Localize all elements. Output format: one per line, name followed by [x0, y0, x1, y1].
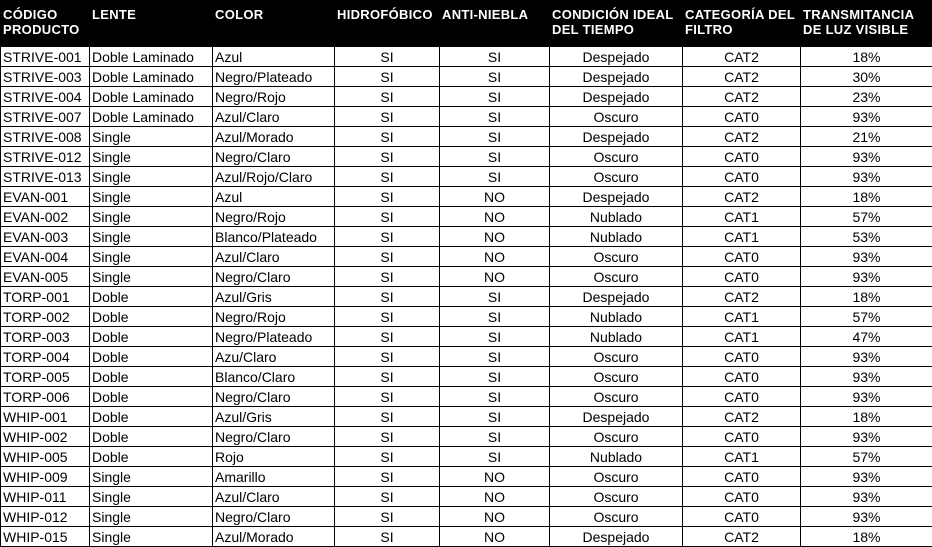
cell-anti-niebla: NO [440, 247, 550, 267]
cell-codigo: STRIVE-012 [1, 147, 90, 167]
cell-categoria: CAT2 [683, 87, 801, 107]
cell-hidrofobico: SI [335, 207, 440, 227]
cell-lente: Single [90, 167, 213, 187]
cell-condicion: Oscuro [550, 487, 683, 507]
cell-codigo: STRIVE-004 [1, 87, 90, 107]
cell-anti-niebla: SI [440, 107, 550, 127]
cell-codigo: STRIVE-001 [1, 47, 90, 67]
cell-condicion: Nublado [550, 307, 683, 327]
cell-codigo: STRIVE-007 [1, 107, 90, 127]
cell-condicion: Despejado [550, 407, 683, 427]
cell-transmitancia: 18% [801, 47, 932, 67]
cell-color: Negro/Plateado [213, 67, 335, 87]
cell-codigo: WHIP-005 [1, 447, 90, 467]
header-anti-niebla: ANTI-NIEBLA [442, 7, 529, 22]
cell-hidrofobico: SI [335, 447, 440, 467]
cell-hidrofobico: SI [335, 507, 440, 527]
cell-anti-niebla: SI [440, 427, 550, 447]
cell-hidrofobico: SI [335, 247, 440, 267]
header-categoria: CATEGORÍA DEL FILTRO [685, 7, 795, 37]
cell-condicion: Oscuro [550, 267, 683, 287]
cell-anti-niebla: NO [440, 467, 550, 487]
cell-transmitancia: 93% [801, 507, 932, 527]
cell-condicion: Oscuro [550, 147, 683, 167]
cell-codigo: WHIP-012 [1, 507, 90, 527]
cell-lente: Single [90, 247, 213, 267]
table-row [1, 447, 932, 467]
cell-transmitancia: 47% [801, 327, 932, 347]
cell-lente: Single [90, 467, 213, 487]
table-row [1, 527, 932, 547]
cell-hidrofobico: SI [335, 427, 440, 447]
cell-categoria: CAT1 [683, 327, 801, 347]
cell-transmitancia: 93% [801, 487, 932, 507]
cell-anti-niebla: NO [440, 207, 550, 227]
cell-categoria: CAT0 [683, 487, 801, 507]
table-row [1, 227, 932, 247]
cell-anti-niebla: SI [440, 327, 550, 347]
cell-lente: Doble [90, 427, 213, 447]
table-row [1, 327, 932, 347]
cell-anti-niebla: NO [440, 267, 550, 287]
cell-hidrofobico: SI [335, 407, 440, 427]
table-row [1, 367, 932, 387]
table-row [1, 307, 932, 327]
table-row [1, 347, 932, 367]
cell-transmitancia: 93% [801, 267, 932, 287]
cell-color: Negro/Claro [213, 147, 335, 167]
cell-lente: Doble [90, 387, 213, 407]
cell-hidrofobico: SI [335, 187, 440, 207]
table-header [0, 0, 932, 46]
cell-transmitancia: 23% [801, 87, 932, 107]
cell-hidrofobico: SI [335, 147, 440, 167]
cell-lente: Single [90, 207, 213, 227]
cell-condicion: Oscuro [550, 427, 683, 447]
cell-transmitancia: 18% [801, 187, 932, 207]
table-row [1, 507, 932, 527]
cell-codigo: EVAN-005 [1, 267, 90, 287]
cell-codigo: STRIVE-008 [1, 127, 90, 147]
table-row [1, 67, 932, 87]
cell-categoria: CAT0 [683, 347, 801, 367]
cell-color: Rojo [213, 447, 335, 467]
cell-anti-niebla: SI [440, 407, 550, 427]
cell-categoria: CAT0 [683, 167, 801, 187]
cell-lente: Single [90, 127, 213, 147]
cell-codigo: EVAN-003 [1, 227, 90, 247]
header-codigo-producto: CÓDIGO PRODUCTO [3, 7, 80, 37]
cell-anti-niebla: SI [440, 47, 550, 67]
table-row [1, 147, 932, 167]
cell-lente: Single [90, 487, 213, 507]
cell-transmitancia: 18% [801, 527, 932, 547]
header-lente: LENTE [92, 7, 137, 22]
cell-condicion: Despejado [550, 67, 683, 87]
cell-hidrofobico: SI [335, 307, 440, 327]
cell-transmitancia: 18% [801, 287, 932, 307]
header-color: COLOR [215, 7, 264, 22]
cell-condicion: Despejado [550, 287, 683, 307]
cell-lente: Doble [90, 407, 213, 427]
cell-anti-niebla: SI [440, 167, 550, 187]
cell-codigo: EVAN-004 [1, 247, 90, 267]
table-row [1, 467, 932, 487]
cell-hidrofobico: SI [335, 87, 440, 107]
table-row [1, 127, 932, 147]
cell-condicion: Oscuro [550, 387, 683, 407]
cell-lente: Doble Laminado [90, 107, 213, 127]
cell-condicion: Nublado [550, 207, 683, 227]
cell-hidrofobico: SI [335, 527, 440, 547]
cell-transmitancia: 93% [801, 247, 932, 267]
cell-color: Negro/Rojo [213, 87, 335, 107]
cell-transmitancia: 93% [801, 107, 932, 127]
table-row [1, 47, 932, 67]
cell-categoria: CAT1 [683, 307, 801, 327]
cell-color: Azul/Gris [213, 407, 335, 427]
cell-categoria: CAT0 [683, 367, 801, 387]
header-hidrofobico: HIDROFÓBICO [337, 7, 433, 22]
cell-color: Azu/Claro [213, 347, 335, 367]
cell-categoria: CAT0 [683, 387, 801, 407]
cell-codigo: WHIP-001 [1, 407, 90, 427]
table-row [1, 87, 932, 107]
cell-anti-niebla: SI [440, 287, 550, 307]
table-row [1, 287, 932, 307]
cell-transmitancia: 93% [801, 367, 932, 387]
cell-codigo: TORP-003 [1, 327, 90, 347]
cell-color: Negro/Claro [213, 387, 335, 407]
cell-hidrofobico: SI [335, 347, 440, 367]
cell-condicion: Despejado [550, 127, 683, 147]
cell-hidrofobico: SI [335, 467, 440, 487]
cell-color: Negro/Rojo [213, 307, 335, 327]
cell-color: Azul/Claro [213, 247, 335, 267]
cell-transmitancia: 57% [801, 307, 932, 327]
table-row [1, 107, 932, 127]
cell-categoria: CAT0 [683, 507, 801, 527]
cell-color: Azul/Claro [213, 107, 335, 127]
cell-hidrofobico: SI [335, 367, 440, 387]
cell-anti-niebla: SI [440, 447, 550, 467]
table-row [1, 247, 932, 267]
cell-codigo: STRIVE-013 [1, 167, 90, 187]
cell-lente: Doble Laminado [90, 67, 213, 87]
cell-anti-niebla: SI [440, 67, 550, 87]
cell-codigo: EVAN-001 [1, 187, 90, 207]
cell-anti-niebla: NO [440, 507, 550, 527]
cell-codigo: WHIP-002 [1, 427, 90, 447]
cell-lente: Doble [90, 367, 213, 387]
header-transmitancia: TRANSMITANCIA DE LUZ VISIBLE [803, 7, 914, 37]
cell-condicion: Despejado [550, 527, 683, 547]
cell-transmitancia: 30% [801, 67, 932, 87]
cell-transmitancia: 93% [801, 147, 932, 167]
cell-hidrofobico: SI [335, 327, 440, 347]
cell-lente: Doble [90, 347, 213, 367]
cell-codigo: TORP-005 [1, 367, 90, 387]
cell-lente: Single [90, 527, 213, 547]
cell-hidrofobico: SI [335, 287, 440, 307]
cell-lente: Single [90, 227, 213, 247]
cell-condicion: Oscuro [550, 347, 683, 367]
cell-hidrofobico: SI [335, 107, 440, 127]
cell-color: Negro/Rojo [213, 207, 335, 227]
cell-categoria: CAT2 [683, 187, 801, 207]
cell-codigo: WHIP-015 [1, 527, 90, 547]
cell-transmitancia: 93% [801, 347, 932, 367]
cell-hidrofobico: SI [335, 67, 440, 87]
cell-lente: Single [90, 187, 213, 207]
cell-anti-niebla: SI [440, 347, 550, 367]
cell-lente: Doble [90, 307, 213, 327]
cell-hidrofobico: SI [335, 167, 440, 187]
table-row [1, 187, 932, 207]
cell-color: Azul/Rojo/Claro [213, 167, 335, 187]
cell-categoria: CAT0 [683, 467, 801, 487]
cell-anti-niebla: SI [440, 307, 550, 327]
cell-color: Blanco/Claro [213, 367, 335, 387]
cell-codigo: TORP-002 [1, 307, 90, 327]
cell-color: Azul/Claro [213, 487, 335, 507]
cell-hidrofobico: SI [335, 387, 440, 407]
table-row [1, 427, 932, 447]
cell-codigo: TORP-004 [1, 347, 90, 367]
table-row [1, 487, 932, 507]
cell-anti-niebla: NO [440, 487, 550, 507]
cell-color: Blanco/Plateado [213, 227, 335, 247]
cell-hidrofobico: SI [335, 47, 440, 67]
cell-lente: Single [90, 507, 213, 527]
cell-condicion: Oscuro [550, 107, 683, 127]
cell-color: Azul [213, 187, 335, 207]
cell-condicion: Oscuro [550, 467, 683, 487]
cell-anti-niebla: SI [440, 147, 550, 167]
cell-condicion: Nublado [550, 327, 683, 347]
cell-categoria: CAT1 [683, 207, 801, 227]
cell-codigo: TORP-006 [1, 387, 90, 407]
cell-transmitancia: 93% [801, 387, 932, 407]
cell-categoria: CAT2 [683, 527, 801, 547]
cell-condicion: Oscuro [550, 247, 683, 267]
cell-condicion: Oscuro [550, 167, 683, 187]
cell-lente: Doble [90, 447, 213, 467]
cell-condicion: Despejado [550, 87, 683, 107]
cell-color: Negro/Claro [213, 267, 335, 287]
cell-color: Azul [213, 47, 335, 67]
cell-transmitancia: 93% [801, 427, 932, 447]
cell-categoria: CAT1 [683, 227, 801, 247]
cell-categoria: CAT0 [683, 267, 801, 287]
cell-transmitancia: 57% [801, 207, 932, 227]
cell-lente: Doble Laminado [90, 47, 213, 67]
cell-categoria: CAT1 [683, 447, 801, 467]
table-row [1, 207, 932, 227]
cell-color: Azul/Morado [213, 127, 335, 147]
cell-codigo: TORP-001 [1, 287, 90, 307]
cell-categoria: CAT0 [683, 147, 801, 167]
cell-condicion: Despejado [550, 47, 683, 67]
cell-anti-niebla: NO [440, 187, 550, 207]
cell-anti-niebla: SI [440, 367, 550, 387]
table-body [0, 46, 932, 547]
cell-codigo: WHIP-011 [1, 487, 90, 507]
cell-condicion: Oscuro [550, 507, 683, 527]
cell-lente: Doble [90, 287, 213, 307]
cell-categoria: CAT2 [683, 287, 801, 307]
cell-lente: Doble [90, 327, 213, 347]
cell-codigo: WHIP-009 [1, 467, 90, 487]
cell-anti-niebla: SI [440, 127, 550, 147]
cell-color: Negro/Claro [213, 427, 335, 447]
cell-transmitancia: 21% [801, 127, 932, 147]
cell-anti-niebla: SI [440, 387, 550, 407]
cell-color: Negro/Claro [213, 507, 335, 527]
cell-categoria: CAT0 [683, 107, 801, 127]
cell-anti-niebla: NO [440, 227, 550, 247]
cell-transmitancia: 93% [801, 167, 932, 187]
cell-lente: Single [90, 267, 213, 287]
cell-condicion: Oscuro [550, 367, 683, 387]
cell-codigo: EVAN-002 [1, 207, 90, 227]
cell-color: Amarillo [213, 467, 335, 487]
cell-lente: Single [90, 147, 213, 167]
cell-hidrofobico: SI [335, 227, 440, 247]
cell-categoria: CAT0 [683, 427, 801, 447]
table-row [1, 387, 932, 407]
cell-transmitancia: 57% [801, 447, 932, 467]
cell-categoria: CAT2 [683, 127, 801, 147]
cell-hidrofobico: SI [335, 487, 440, 507]
cell-color: Azul/Morado [213, 527, 335, 547]
cell-categoria: CAT2 [683, 407, 801, 427]
cell-transmitancia: 53% [801, 227, 932, 247]
cell-color: Negro/Plateado [213, 327, 335, 347]
cell-hidrofobico: SI [335, 267, 440, 287]
cell-condicion: Nublado [550, 447, 683, 467]
table-row [1, 407, 932, 427]
cell-categoria: CAT2 [683, 47, 801, 67]
cell-lente: Doble Laminado [90, 87, 213, 107]
cell-hidrofobico: SI [335, 127, 440, 147]
cell-anti-niebla: NO [440, 527, 550, 547]
cell-categoria: CAT0 [683, 247, 801, 267]
cell-anti-niebla: SI [440, 87, 550, 107]
cell-condicion: Despejado [550, 187, 683, 207]
table-row [1, 267, 932, 287]
cell-transmitancia: 93% [801, 467, 932, 487]
header-condicion: CONDICIÓN IDEAL DEL TIEMPO [552, 7, 674, 37]
cell-transmitancia: 18% [801, 407, 932, 427]
cell-condicion: Nublado [550, 227, 683, 247]
table-row [1, 167, 932, 187]
cell-color: Azul/Gris [213, 287, 335, 307]
cell-codigo: STRIVE-003 [1, 67, 90, 87]
cell-categoria: CAT2 [683, 67, 801, 87]
